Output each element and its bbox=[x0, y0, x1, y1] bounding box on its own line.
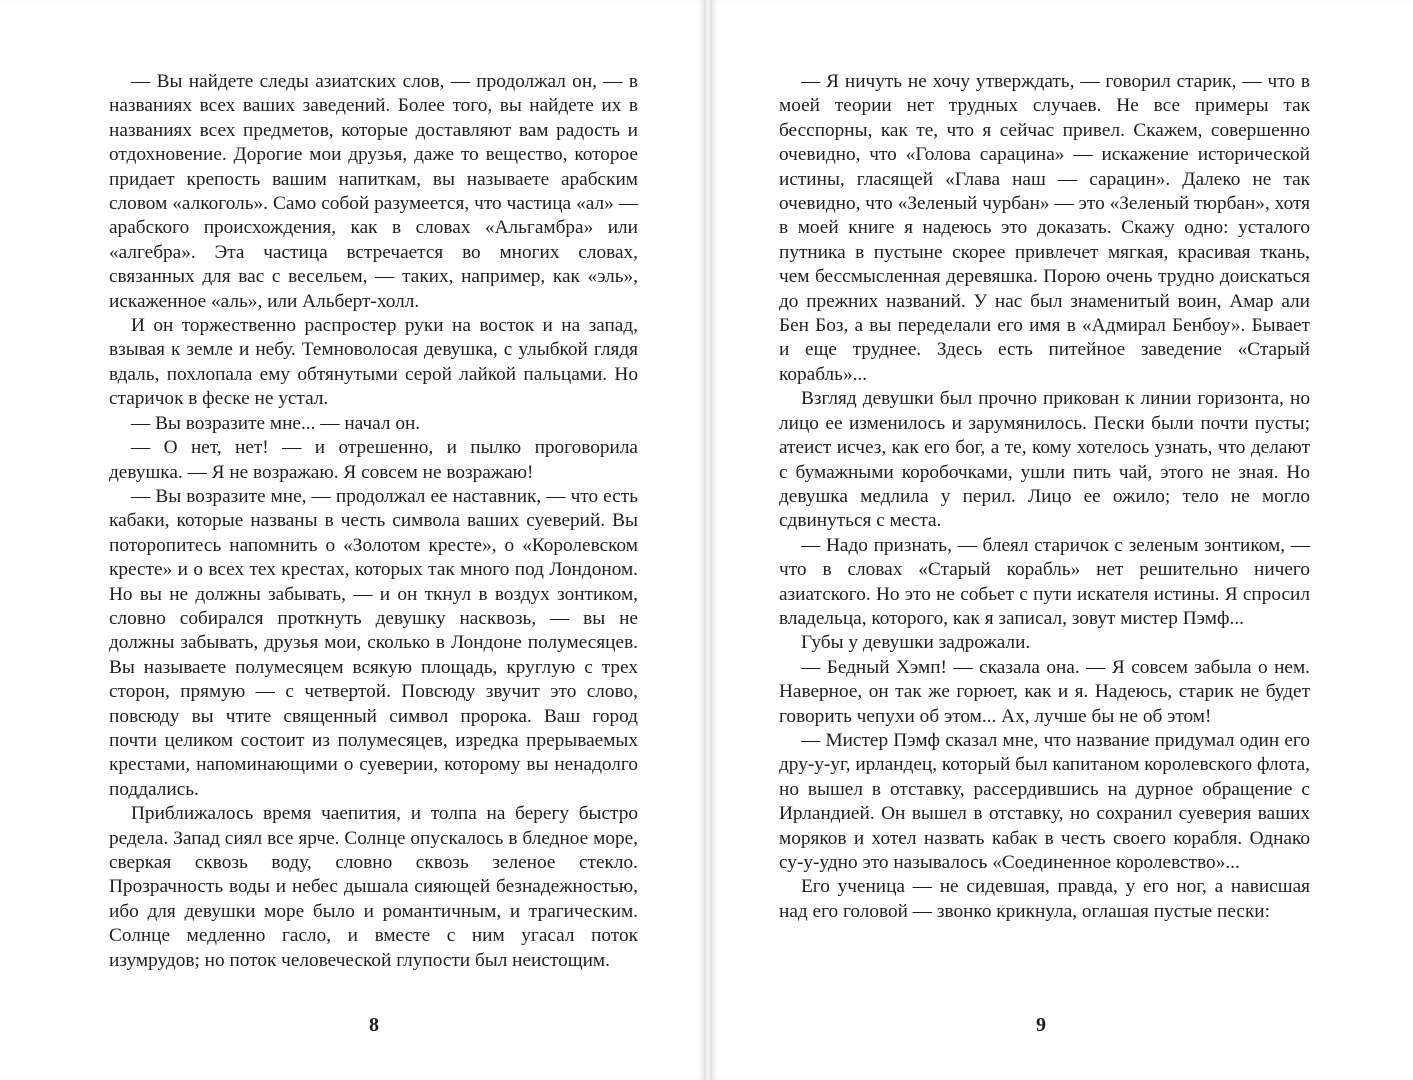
paragraph: Его ученица — не сидевшая, правда, у его ног, а нависшая над его головой — звонко крикнула, оглашая пустые пески: bbox=[779, 876, 1310, 922]
paragraph: Губы у девушки задрожали. bbox=[801, 632, 1031, 654]
page-number-right: 9 bbox=[1036, 1014, 1046, 1036]
paragraph: — Мистер Пэмф сказал мне, что название придумал один его дру-у-уг, ирландец, который был капитаном королевского флота, но вышел в отставку, рассердившись на дурное обращение с Ирландией. Он вышел в отставку, но сохранил суеверия ваших моряков и хотел назвать кабак в честь своего корабля. Однако су-у-удно это называлось «Соединенное королевство»... bbox=[779, 729, 1311, 873]
right-page bbox=[712, 0, 1413, 1080]
paragraph: — Я ничуть не хочу утверждать, — говорил старик, — что в моей теории нет трудных случаев. Не все примеры так бесспорны, как те, что я сейчас привел. Скажем, совершенно очевидно, что «Голова сарацина» — искажение исторической истины, гласящей «Глава наш — сарацин». Далеко не так очевидно, что «Зеленый чурбан» — это «Зеленый тюрбан», хотя в моей книге я надеюсь это доказать. Скажу одно: усталого путника в пустыне скорее привлечет мягкая, красивая ткань, чем бессмысленная деревяшка. Порою очень трудно доискаться до прежних названий. У нас был знаменитый воин, Амар али Бен Боз, а вы переделали его имя в «Адмирал Бенбоу». Бывает и еще труднее. Здесь есть питейное заведение «Старый корабль»... bbox=[779, 71, 1310, 385]
paragraph: Взгляд девушки был прочно прикован к линии горизонта, но лицо ее изменилось и зарумянилось. Пески были почти пусты; атеист исчез, как его бог, а те, кому хотелось узнать, что делают с бумажными коробочками, ушли пить чай, этого не зная. Но девушка медлила у перил. Лицо ее ожило; тело не могло сдвинуться с места. bbox=[779, 388, 1310, 532]
right-page-text bbox=[779, 70, 1310, 924]
book-gutter bbox=[704, 0, 712, 1080]
left-page-text bbox=[109, 70, 638, 973]
left-page bbox=[0, 0, 704, 1080]
paragraph: — О нет, нет! — и отрешенно, и пылко проговорила девушка. — Я не возражаю. Я совсем не возражаю! bbox=[109, 437, 638, 483]
paragraph: И он торжественно распростер руки на восток и на запад, взывая к земле и небу. Темноволосая девушка, с улыбкой глядя вдаль, похлопала ему обтянутыми серой лайкой пальцами. Но старичок в феске не устал. bbox=[109, 315, 638, 410]
paragraph: Приближалось время чаепития, и толпа на берегу быстро редела. Запад сиял все ярче. Солнце опускалось в бледное море, сверкая сквозь воду, словно сквозь зеленое стекло. Прозрачность воды и небес дышала сияющей безнадежностью, ибо для девушки море было и романтичным, и трагическим. Солнце медленно гасло, и вместе с ним угасал поток изумрудов; но поток человеческой глупости был неистощим. bbox=[109, 803, 638, 971]
paragraph: — Вы возразите мне... — начал он. bbox=[131, 412, 421, 434]
paragraph: — Надо признать, — блеял старичок с зеленым зонтиком, — что в словах «Старый корабль» нет решительно ничего азиатского. Но это не собьет с пути искателя истины. Я спросил владельца, которого, как я записал, зовут мистер Пэмф... bbox=[779, 534, 1310, 629]
page-number-left: 8 bbox=[369, 1014, 379, 1036]
paragraph: — Вы возразите мне, — продолжал ее наставник, — что есть кабаки, которые названы в честь символа ваших суеверий. Вы поторопитесь напомнить о «Золотом кресте», о «Королевском кресте» и о всех тех крестах, которых так много под Лондоном. Но вы не должны забывать, — и он ткнул в воздух зонтиком, словно собирался проткнуть девушку насквозь, — вы не должны забывать, друзья мои, сколько в Лондоне полумесяцев. Вы называете полумесяцем всякую площадь, круглую с трех сторон, прямую — с четвертой. Повсюду звучит это слово, повсюду вы чтите священный символ пророка. Ваш город почти целиком состоит из полумесяцев, изредка прерываемых крестами, напоминающими о суеверии, которому вы ненадолго поддались. bbox=[109, 485, 638, 800]
paragraph: — Бедный Хэмп! — сказала она. — Я совсем забыла о нем. Наверное, он так же горюет, как и я. Надеюсь, старик не будет говорить чепухи об этом... Ах, лучше бы не об этом! bbox=[779, 656, 1310, 727]
paragraph: — Вы найдете следы азиатских слов, — продолжал он, — в названиях всех ваших заведений. Более того, вы найдете их в названиях всех предметов, которые доставляют вам радость и отдохновение. Дорогие мои друзья, даже то вещество, которое придает крепость вашим напиткам, вы называете арабским словом «алкоголь». Само собой разумеется, что частица «ал» — арабского происхождения, как в словах «Альгамбра» или «алгебра». Эта частица встречается во многих словах, связанных для вас с весельем, — таких, например, как «эль», искаженное «аль», или Альберт-холл. bbox=[109, 71, 638, 312]
